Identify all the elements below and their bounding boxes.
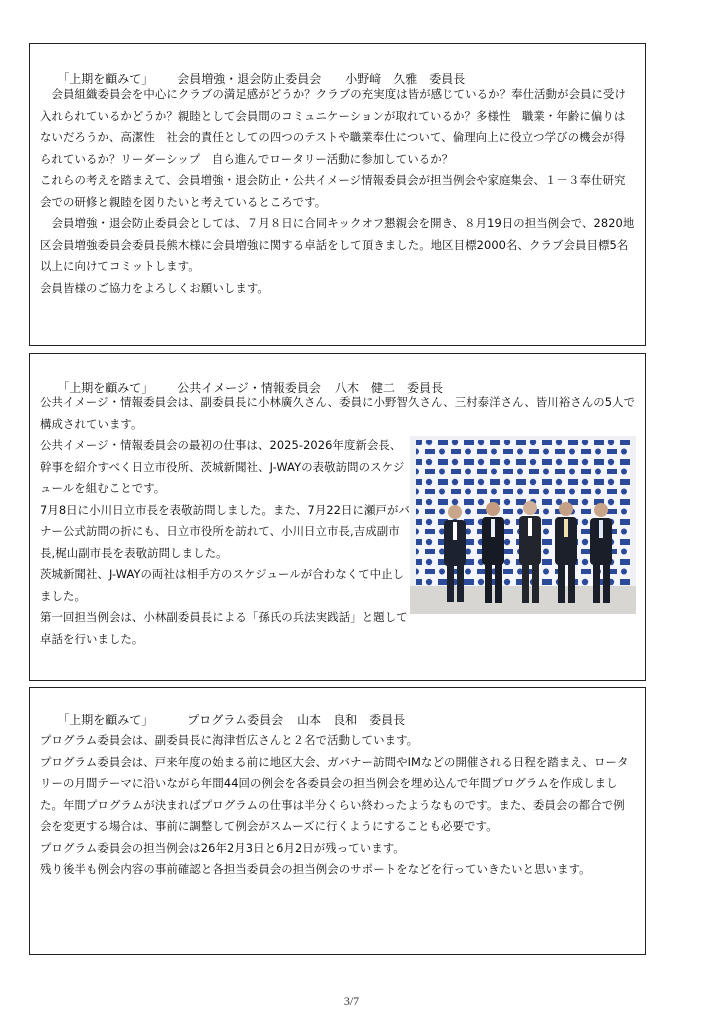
paragraph: 会員組織委員会を中心にクラブの満足感がどうか？クラブの充実度は皆が感じているか？奉仕活動が会員に受け入れられているかどうか？親睦として会員間のコミュニケーションが取れているか？多様性 職業・年齢に偏りはないだろうか、高潔性 社会的責任としての四つのテストや職業奉仕について、倫理向上に役立つ学びの機会が得られているか？リーダーシップ 自ら進んでロータリー活動に参加しているか？	[40, 87, 627, 166]
section-membership	[29, 43, 646, 346]
section-program	[29, 687, 646, 955]
paragraph: 会員皆様のご協力をよろしくお願いします。	[40, 280, 269, 295]
chair-name: 山本 良和 委員長	[297, 713, 406, 727]
banner-text: 日立市	[420, 444, 436, 450]
section-body	[40, 435, 410, 650]
group-photo	[410, 436, 636, 614]
paragraph: 公共イメージ・情報委員会は、副委員長に小林廣久さん、委員に小野智久さん、三村泰洋さん、皆川裕さんの5人で構成されています。	[40, 395, 636, 431]
committee-name: プログラム委員会	[187, 713, 284, 727]
section-public-image	[29, 353, 646, 681]
chair-name: 小野﨑 久雅 委員長	[345, 72, 466, 86]
paragraph: 茨城新聞社、J-WAYの両社は相手方のスケジュールが合わなくて中止しました。	[40, 567, 405, 603]
section-body	[40, 84, 636, 299]
heading-prefix: 「上期を顧みて」	[57, 381, 154, 395]
heading-prefix: 「上期を顧みて」	[57, 713, 154, 727]
paragraph: プログラム委員会は、戸来年度の始まる前に地区大会、ガバナー訪問やIMなどの開催される日程を踏まえ、ロータリーの月間テーマに沿いながら年間44回の例会を各委員会の担当例会を埋め込んで年間プログラムを作成しました。年間プログラムが決まればプログラムの仕事は半分くらい終わったようなものです。また、委員会の都合で例会を変更する場合は、事前に調整して例会がスムーズに行くようにすることも必要です。	[40, 754, 629, 833]
paragraph: これらの考えを踏まえて、会員増強・退会防止・公共イメージ情報委員会が担当例会や家庭集会、１－３奉仕研究会での研修と親睦を図りたいと考えているところです。	[40, 173, 626, 209]
section-body	[40, 730, 636, 881]
paragraph: 公共イメージ・情報委員会の最初の仕事は、2025-2026年度新会長、幹事を紹介すべく日立市役所、茨城新聞社、J-WAYの表敬訪問のスケジュールを組むことです。	[40, 438, 405, 495]
paragraph: 7月8日に小川日立市長を表敬訪問しました。また、7月22日に瀬戸がバナー公式訪問の折にも、日立市役所を訪れて、小川日立市長,吉成副市長,梶山副市長を表敬訪問しました。	[40, 502, 410, 560]
paragraph: プログラム委員会の担当例会は26年2月3日と6月2日が残っています。	[40, 840, 405, 855]
paragraph: 残り後半も例会内容の事前確認と各担当委員会の担当例会のサポートをなどを行っていきたいと思います。	[40, 862, 591, 876]
chair-name: 八木 健二 委員長	[334, 381, 443, 395]
group-photo-image	[410, 436, 636, 614]
section-intro	[40, 392, 636, 435]
page-number: 3/7	[343, 994, 360, 1008]
paragraph: プログラム委員会は、副委員長に海津哲広さんと２名で活動しています。	[40, 733, 419, 747]
heading-prefix: 「上期を顧みて」	[57, 72, 154, 86]
paragraph: 第一回担当例会は、小林副委員長による「孫氏の兵法実践話」と題して卓話を行いました。	[40, 610, 408, 646]
committee-name: 公共イメージ・情報委員会	[177, 381, 321, 395]
committee-name: 会員増強・退会防止委員会	[177, 72, 322, 86]
paragraph: 会員増強・退会防止委員会としては、７月８日に合同キックオフ懇親会を開き、８月19日の担当例会で、2820地区会員増強委員会委員長熊木様に会員増強に関する卓話をして頂きました。地区目標2000名、クラブ会員目標5名以上に向けてコミットします。	[40, 216, 635, 273]
